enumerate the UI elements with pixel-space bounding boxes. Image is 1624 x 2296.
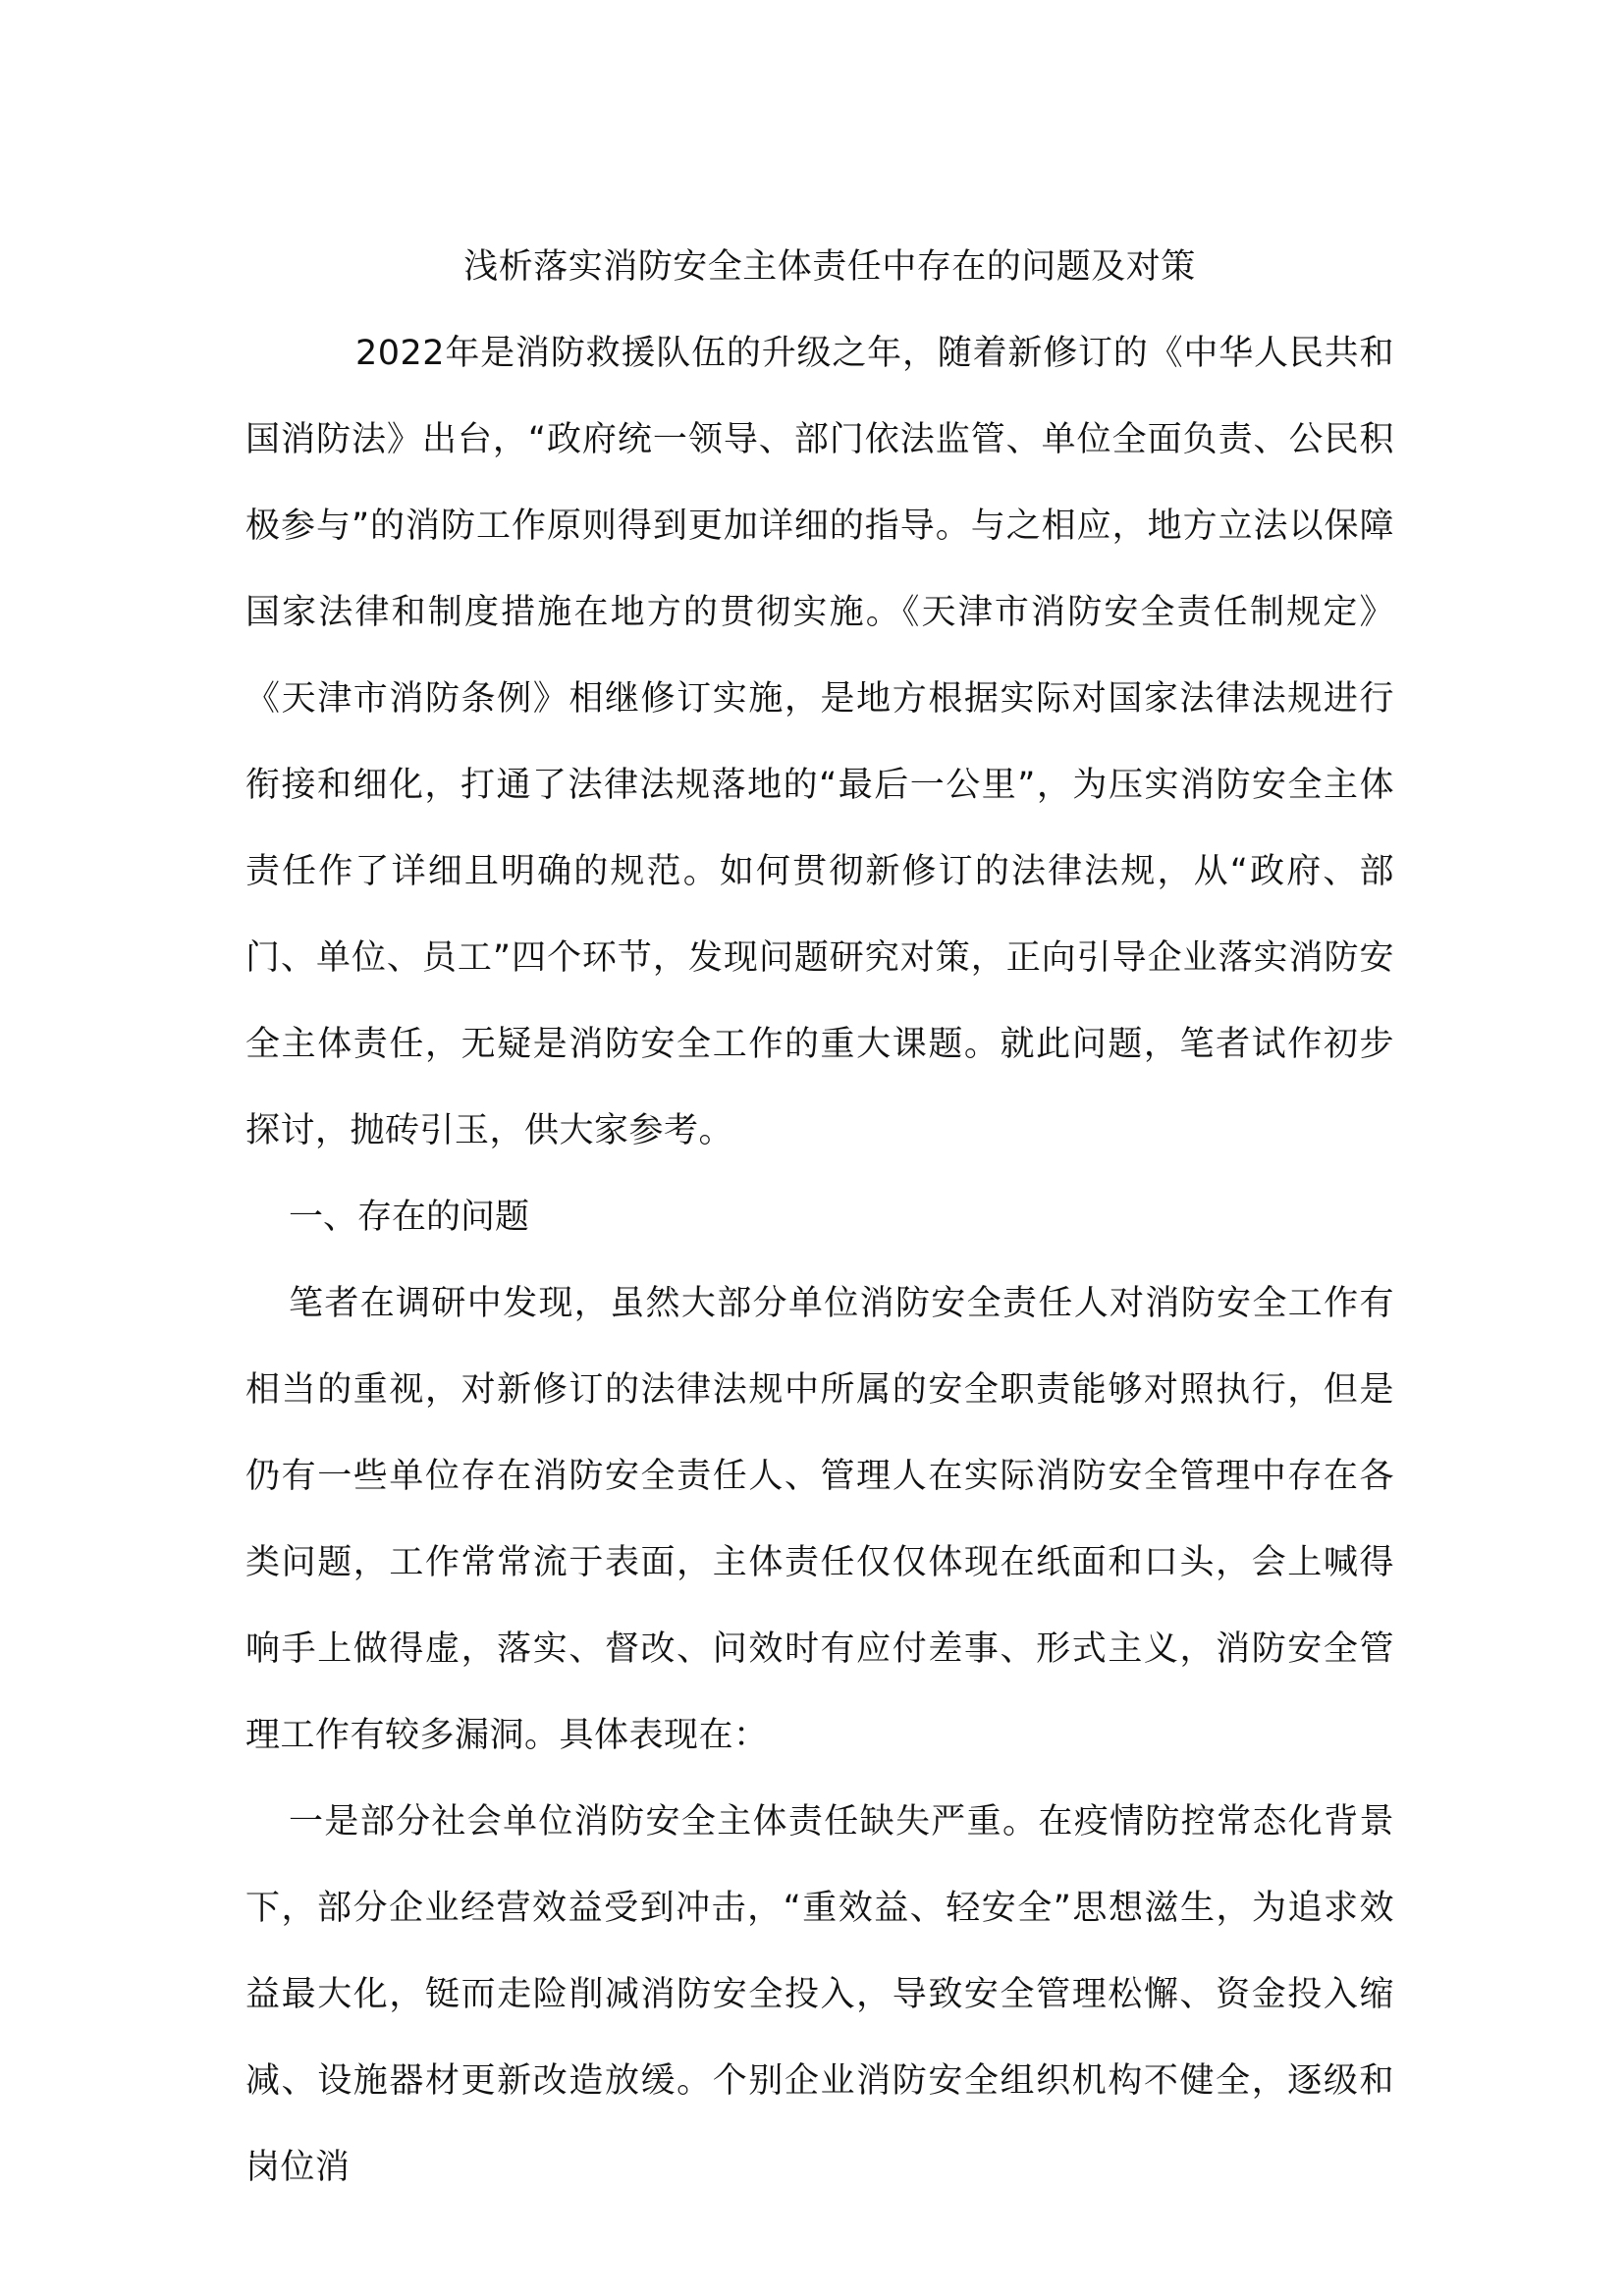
document-title: 浅析落实消防安全主体责任中存在的问题及对策 bbox=[463, 247, 1196, 287]
paragraph-findings: 笔者在调研中发现，虽然大部分单位消防安全责任人对消防安全工作有相当的重视，对新修订的法律法规中所属的安全职责能够对照执行，但是仍有一些单位存在消防安全责任人、管理人在实际消防安全管理中存在各类问题，工作常常流于表面，主体责任仅仅体现在纸面和口头，会上喊得响手上做得虚，落实、督改、问效时有应付差事、形式主义，消防安全管理工作有较多漏洞。具体表现在： bbox=[245, 1284, 1394, 1755]
document-page bbox=[245, 224, 1394, 2211]
section-heading-problems: 一、存在的问题 bbox=[289, 1198, 530, 1237]
paragraph-intro: 2022年是消防救援队伍的升级之年，随着新修订的《中华人民共和国消防法》出台，“政府统一领导、部门依法监管、单位全面负责、公民积极参与”的消防工作原则得到更加详细的指导。与之相应，地方立法以保障国家法律和制度措施在地方的贯彻实施。《天津市消防安全责任制规定》《天津市消防条例》相继修订实施，是地方根据实际对国家法律法规进行衔接和细化，打通了法律法规落地的“最后一公里”，为压实消防安全主体责任作了详细且明确的规范。如何贯彻新修订的法律法规，从“政府、部门、单位、员工”四个环节，发现问题研究对策，正向引导企业落实消防安全主体责任，无疑是消防安全工作的重大课题。就此问题，笔者试作初步探讨，抛砖引玉，供大家参考。 bbox=[245, 334, 1394, 1150]
paragraph-point-one: 一是部分社会单位消防安全主体责任缺失严重。在疫情防控常态化背景下，部分企业经营效益受到冲击，“重效益、轻安全”思想滋生，为追求效益最大化，铤而走险削减消防安全投入，导致安全管理松懈、资金投入缩减、设施器材更新改造放缓。个别企业消防安全组织机构不健全，逐级和岗位消 bbox=[245, 1802, 1394, 2187]
